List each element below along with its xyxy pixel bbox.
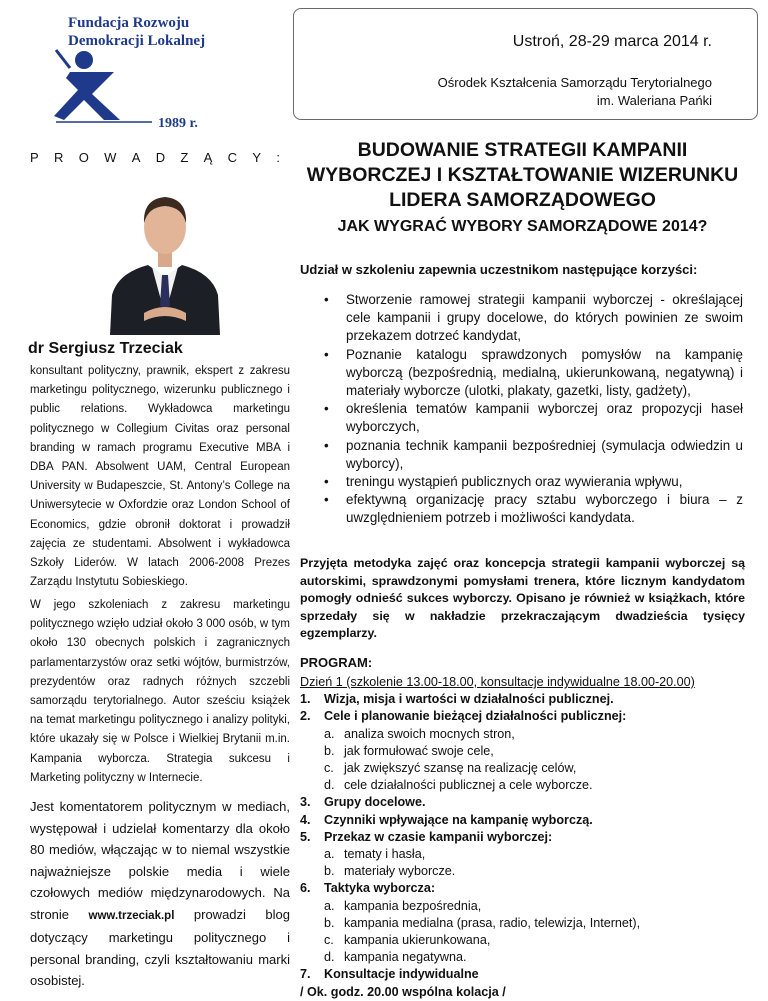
program-list: [300, 674, 750, 1001]
program-subitem-letter: b.: [324, 743, 335, 758]
trainers-heading-letter: R: [53, 150, 64, 165]
benefit-item: • Stworzenie ramowej strategii kampanii wyborczej - określającej cele kampanii i grupy docelowe, do których powinien ze swoim przekazem dotrzeć kandydat,: [328, 291, 743, 346]
program-subitem-text: jak formułować swoje cele,: [344, 743, 494, 758]
methodology-text: Przyjęta metodyka zajęć oraz koncepcja strategii kampanii wyborczej są autorskimi, sprawdzonymi pomysłami trenera, które licznym kandydatom pomogły odnieść sukces wyborczy. Opisano je również w książkach, które sprzedały się w nakładzie przekraczającym dwadzieścia tysięcy egzemplarzy.: [300, 556, 745, 641]
trainers-heading-letter: C: [227, 150, 238, 165]
program-subitem-text: kampania medialna (prasa, radio, telewizja, Internet),: [344, 915, 641, 930]
program-subitem-text: kampania ukierunkowana,: [344, 933, 491, 948]
course-title-line: WYBORCZEJ I KSZTAŁTOWANIE WIZERUNKU: [306, 164, 739, 186]
course-title-line: LIDERA SAMORZĄDOWEGO: [389, 189, 656, 211]
benefit-item: • efektywną organizację pracy sztabu wyborczego i biura – z uwzględnieniem potrzeb i możliwości kandydata.: [328, 491, 743, 527]
program-subitem-text: materiały wyborcze.: [344, 864, 456, 879]
program-item-title: Przekaz w czasie kampanii wyborczej:: [324, 829, 553, 844]
foundation-name: Fundacja Rozwoju Demokracji Lokalnej: [68, 15, 206, 49]
trainers-heading-letter: :: [276, 150, 280, 165]
program-item: [300, 880, 750, 897]
trainer-media-text-end: prowadzi blog dotyczący marketingu politycznego i personal branding, czyli kształtowaniu marki osobistej.: [30, 906, 290, 988]
program-subitem-letter: a.: [324, 898, 335, 913]
trainers-heading-letter: W: [104, 150, 117, 165]
benefits-intro: Udział w szkoleniu zapewnia uczestnikom następujące korzyści:: [300, 262, 698, 277]
program-subitem-letter: d.: [324, 950, 335, 965]
program-item-title: Cele i planowanie bieżącej działalności publicznej:: [324, 709, 627, 724]
program-subitem: [300, 898, 750, 915]
program-subitem-text: tematy i hasła,: [344, 847, 426, 862]
program-subitem: [300, 949, 750, 966]
trainers-heading-letter: Z: [180, 150, 189, 165]
foundation-year: 1989 r.: [158, 116, 198, 131]
program-subitem-letter: a.: [324, 726, 335, 741]
benefit-item: • Poznanie katalogu sprawdzonych pomysłów na kampanię wyborczą (bezpośrednią, medialną, ukierunkowaną, negatywną) i materiały wyborcze (ulotki, plakaty, gazetki, listy, gadżety),: [328, 346, 743, 401]
program-subitem-letter: b.: [324, 864, 335, 879]
program-subitem-letter: b.: [324, 915, 335, 930]
foundation-logo-icon: [52, 48, 152, 131]
program-item-title: Czynniki wpływające na kampanię wyborczą.: [324, 812, 593, 827]
trainer-photo: [110, 175, 220, 335]
benefits-list: [328, 291, 743, 528]
program-subitem: [300, 863, 750, 880]
program-subitem-letter: c.: [324, 761, 334, 776]
program-item-number: 5.: [300, 829, 311, 844]
program-subitem-letter: c.: [324, 933, 334, 948]
event-date: Ustroń, 28-29 marca 2014 r.: [512, 33, 712, 50]
program-subitem-text: jak zwiększyć szansę na realizację celów,: [344, 761, 577, 776]
program-item-title: Konsultacje indywidualne: [324, 967, 479, 982]
program-subitem-letter: d.: [324, 778, 335, 793]
benefit-item: • poznania technik kampanii bezpośredniej (symulacja odwiedzin u wyborcy),: [328, 437, 743, 473]
trainer-media-text: Jest komentatorem politycznym w mediach, występował i udzielał komentarzy dla około 80 mediów, włączając w to niemal wszystkie najważniejsze polskie media i wiele czołowych mediów międzynarodowych. Na stronie: [30, 799, 290, 922]
trainers-heading-letter: Y: [252, 150, 262, 165]
program-item-number: 7.: [300, 967, 311, 982]
trainer-bio: konsultant polityczny, prawnik, ekspert z zakresu marketingu politycznego, wizerunku publicznego i public relations. Wykładowca marketingu politycznego w Collegium Civitas oraz personal branding w ramach programu Executive MBA i DBA PAN. Absolwent UAM, Central European University w Budapeszcie, St. Antony’s College na Uniwersytecie w Oxfordzie oraz London School of Economics, gdzie obronił doktorat i prowadził zajęcia ze studentami. Absolwent i wykładowca Szkoły Liderów. W latach 2006-2008 Prezes Zarządu Instytutu Sobieskiego.: [30, 365, 290, 589]
trainers-heading-letter: O: [78, 150, 89, 165]
program-item-title: Grupy docelowe.: [324, 795, 426, 810]
trainer-media: [30, 796, 290, 992]
venue-patron: im. Waleriana Pańki: [596, 93, 712, 108]
program-item-number: 4.: [300, 812, 311, 827]
course-title: [300, 138, 745, 213]
program-subitem: [300, 743, 750, 760]
program-day-header: Dzień 1 (szkolenie 13.00-18.00, konsultacje indywidualne 18.00-20.00): [300, 675, 695, 689]
benefit-item: • określenia tematów kampanii wyborczej oraz propozycji haseł wyborczych,: [328, 400, 743, 436]
program-item-number: 2.: [300, 709, 311, 724]
trainers-heading-letter: A: [131, 150, 141, 165]
program-item-number: 6.: [300, 881, 311, 896]
event-info-box: [293, 8, 758, 120]
trainers-heading-letter: D: [155, 150, 166, 165]
trainers-heading-letter: Ą: [203, 150, 213, 165]
program-heading: PROGRAM:: [300, 655, 373, 670]
trainers-heading-letter: P: [30, 150, 39, 165]
program-item-title: Taktyka wyborcza:: [324, 881, 436, 896]
program-subitem-text: kampania negatywna.: [344, 950, 467, 965]
trainer-experience: W jego szkoleniach z zakresu marketingu politycznego wzięło udział około 3 000 osób, w tym około 130 obecnych polskich i zagranicznych parlamentarzystów oraz setki wójtów, burmistrzów, prezydentów oraz radnych różnych szczebli samorządu terytorialnego. Autor sześciu książek na temat marketingu politycznego i analizy polityki, które ukazały się w Polsce i Wielkiej Brytanii m.in. Kampania wyborcza. Strategia sukcesu i Marketing polityczny w Internecie.: [30, 599, 290, 784]
program-item: [300, 812, 750, 829]
benefit-item: • treningu wystąpień publicznych oraz wywierania wpływu,: [328, 473, 743, 491]
program-item-title: Wizja, misja i wartości w działalności publicznej.: [324, 692, 614, 707]
program-dinner-note: / Ok. godz. 20.00 wspólna kolacja /: [300, 984, 506, 999]
trainer-website-link[interactable]: www.trzeciak.pl: [88, 909, 175, 922]
program-subitem-text: cele działalności publicznej a cele wyborcze.: [344, 778, 593, 793]
program-item: [300, 708, 750, 725]
program-items: [300, 691, 750, 983]
program-item-number: 1.: [300, 692, 311, 707]
program-item-number: 3.: [300, 795, 311, 810]
program-subitem-letter: a.: [324, 847, 335, 862]
program-item: [300, 691, 750, 708]
program-item: [300, 966, 750, 983]
program-subitem: [300, 777, 750, 794]
venue-name: Ośrodek Kształcenia Samorządu Terytorialnego: [437, 75, 712, 90]
program-subitem: [300, 760, 750, 777]
program-item: [300, 794, 750, 811]
program-subitem: [300, 846, 750, 863]
program-subitem: [300, 726, 750, 743]
course-subtitle: JAK WYGRAĆ WYBORY SAMORZĄDOWE 2014?: [337, 218, 708, 235]
program-subitem: [300, 915, 750, 932]
program-item: [300, 829, 750, 846]
trainer-name: dr Sergiusz Trzeciak: [28, 340, 183, 357]
course-title-line: BUDOWANIE STRATEGII KAMPANII: [357, 139, 688, 161]
trainers-heading: [30, 150, 280, 165]
program-subitem-text: kampania bezpośrednia,: [344, 898, 482, 913]
program-subitem: [300, 932, 750, 949]
program-subitem-text: analiza swoich mocnych stron,: [344, 726, 515, 741]
